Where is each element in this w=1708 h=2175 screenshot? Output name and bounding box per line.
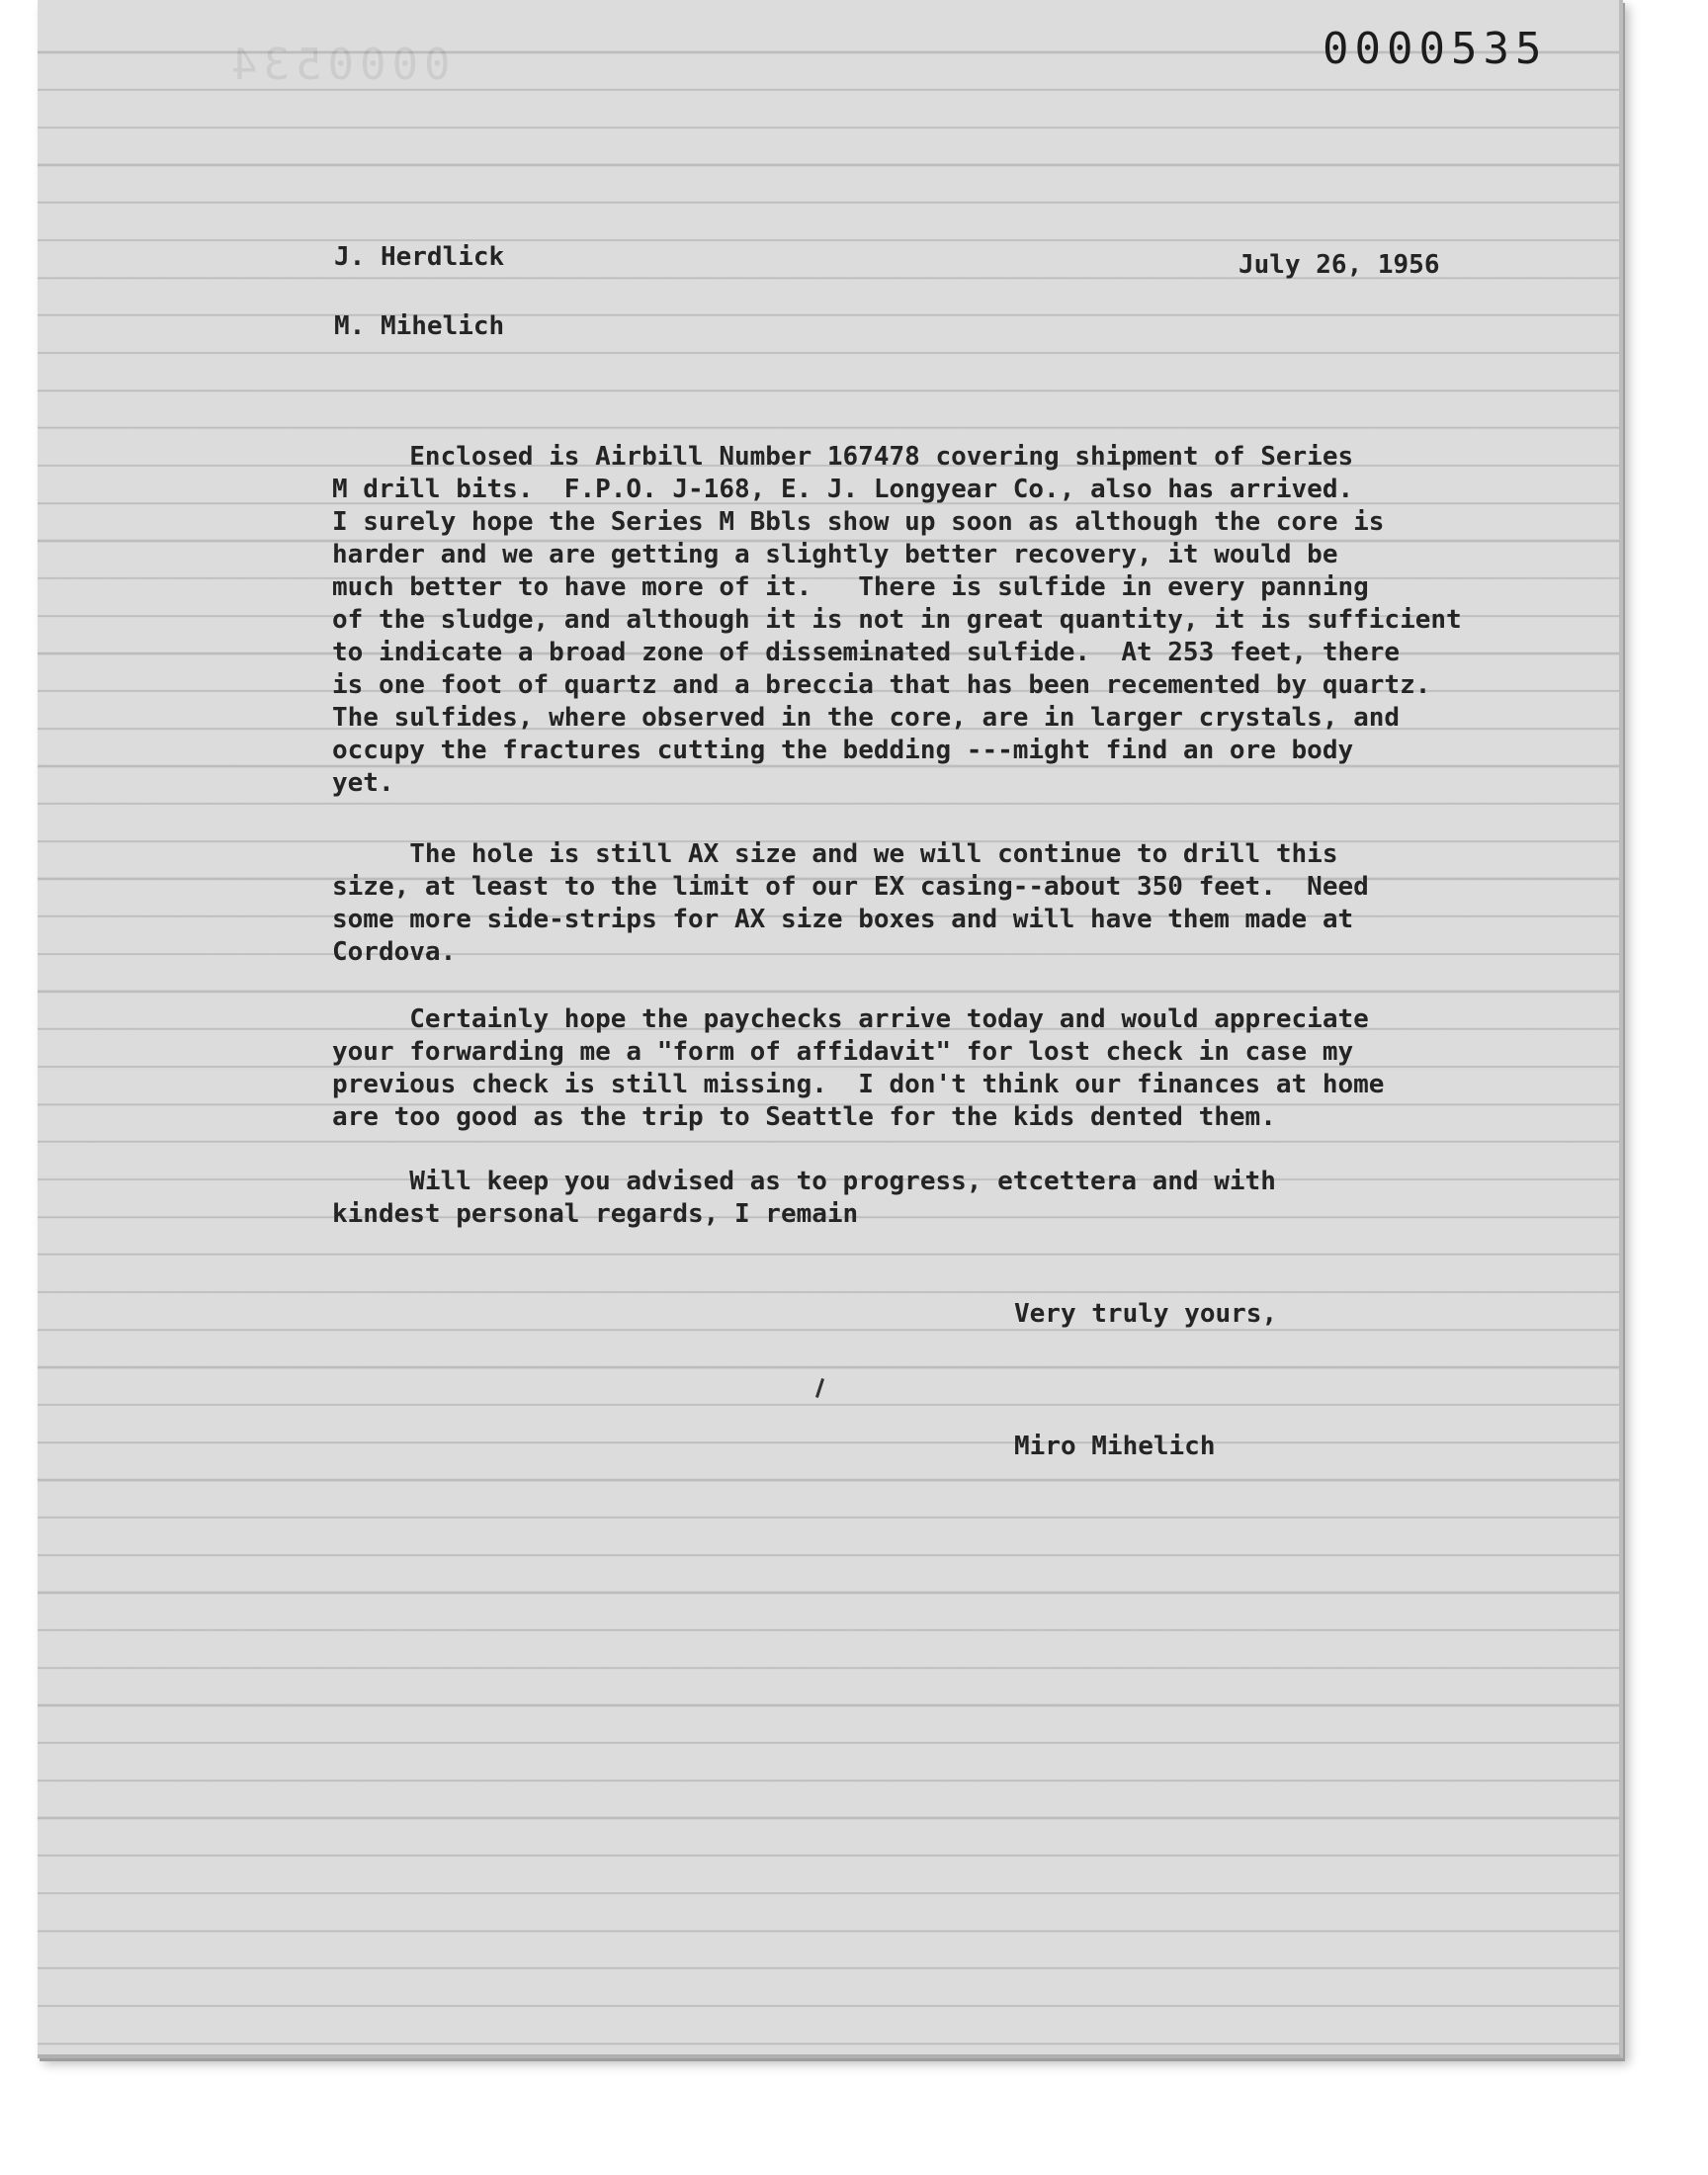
document-number: 0000535 — [1323, 24, 1548, 74]
letter-date: July 26, 1956 — [1238, 250, 1440, 280]
recipient: J. Herdlick — [334, 242, 505, 272]
paragraph-1: Enclosed is Airbill Number 167478 covering shipment of Series M drill bits. F.P.O. J-168, E. J. Longyear Co., also has arrived. I surely hope the Series M Bbls show up soon as although the core is harder and we are getting a slightly better recovery, it would be much better to have more of it. There is sulfide in every panning of the sludge, and although it is not in great quantity, it is sufficient to indicate a broad zone of disseminated sulfide. At 253 feet, there is one foot of quartz and a breccia that has been recemented by quartz. The sulfides, where observed in the core, are in larger crystals, and occupy the fractures cutting the bedding ---might find an ore body yet. — [332, 442, 1462, 798]
paragraph-2: The hole is still AX size and we will continue to drill this size, at least to the limit of our EX casing--about 350 feet. Need some more side-strips for AX size boxes and will have them made at Cordova. — [332, 839, 1369, 967]
sender: M. Mihelich — [334, 311, 505, 341]
signature: Miro Mihelich — [1014, 1432, 1216, 1461]
letter-page — [38, 0, 1623, 2058]
closing: Very truly yours, — [1014, 1299, 1278, 1329]
stray-pen-mark — [815, 1378, 824, 1398]
paragraph-3: Certainly hope the paychecks arrive today and would appreciate your forwarding me a "form of affidavit" for lost check in case my previous check is still missing. I don't think our finances at home are too good as the trip to Seattle for the kids dented them. — [332, 1004, 1385, 1132]
paragraph-4: Will keep you advised as to progress, etcettera and with kindest personal regards, I remain — [332, 1167, 1276, 1229]
bleed-through-number: 0000534 — [225, 40, 451, 90]
